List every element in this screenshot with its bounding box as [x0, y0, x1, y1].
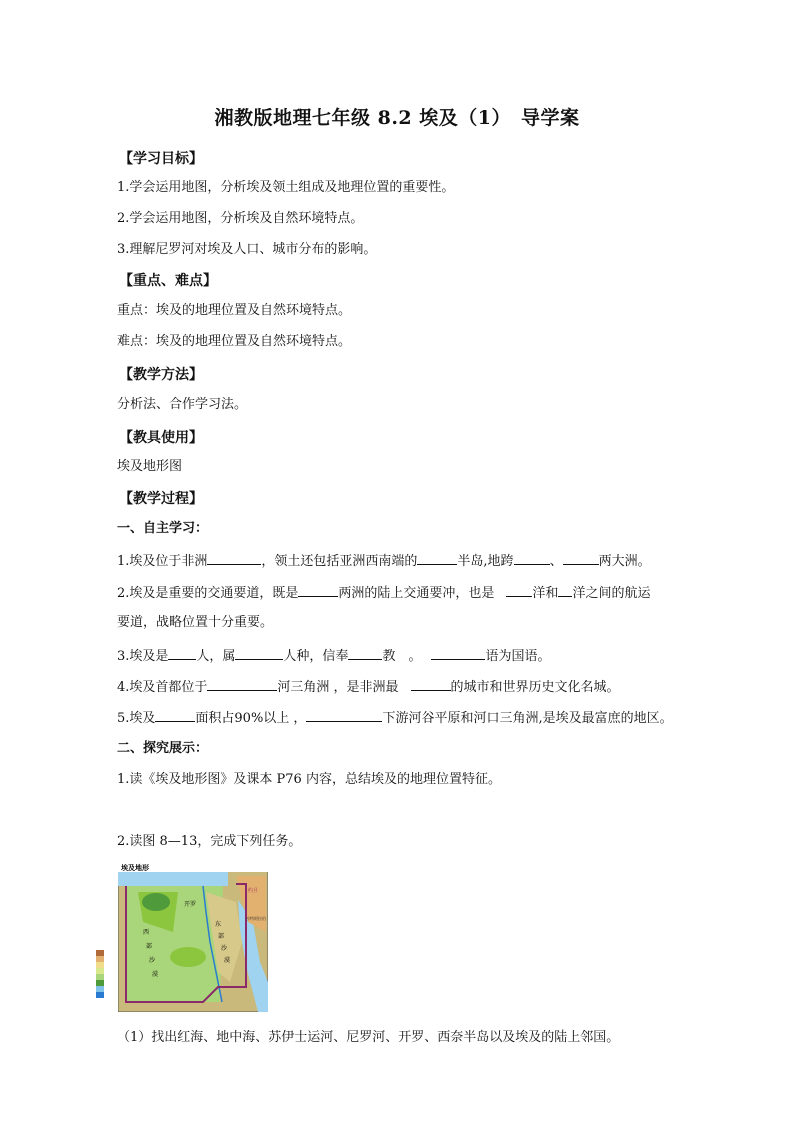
blank[interactable]: [417, 552, 457, 565]
section-method-heading: 【教学方法】: [119, 367, 203, 383]
map-elevation-legend: [88, 940, 116, 1002]
question-5: 5.埃及 面积占90%以上 ， 下游河谷平原和河口三角洲,是埃及最富庶的地区。: [117, 711, 673, 726]
section-key-heading: 【重点、难点】: [119, 273, 217, 289]
section-goals-heading: 【学习目标】: [119, 151, 203, 167]
map-label: 部: [218, 933, 225, 940]
goal-item: 1.学会运用地图，分析埃及领土组成及地理位置的重要性。: [117, 180, 455, 195]
blank[interactable]: [558, 584, 572, 597]
page-title: 湘教版地理七年级 8.2 埃及（1） 导学案: [214, 107, 580, 129]
key-point: 重点：埃及的地理位置及自然环境特点。: [117, 303, 352, 318]
blank[interactable]: [207, 552, 261, 565]
map-label: 沙: [221, 945, 228, 952]
goal-item: 3.理解尼罗河对埃及人口、城市分布的影响。: [117, 242, 377, 257]
egypt-terrain-map: [118, 862, 268, 1012]
part2-heading: 二、探究展示：: [117, 741, 209, 756]
section-tools-heading: 【教具使用】: [119, 430, 203, 446]
question-2: 2.埃及是重要的交通要道，既是 两洲的陆上交通要冲，也是 洋和 洋之间的航运: [117, 586, 651, 601]
goal-item: 2.学会运用地图，分析埃及自然环境特点。: [117, 211, 364, 226]
method-text: 分析法、合作学习法。: [117, 397, 248, 412]
difficulty-point: 难点：埃及的地理位置及自然环境特点。: [117, 334, 352, 349]
question-1: 1.埃及位于非洲 ，领土还包括亚洲西南端的 半岛,地跨 、 两大洲。: [117, 554, 651, 569]
map-label: 约旦: [248, 888, 259, 894]
blank[interactable]: [168, 647, 196, 660]
map-label: 西: [143, 929, 150, 936]
map-label: 沙特阿拉伯: [246, 916, 266, 921]
blank[interactable]: [298, 584, 338, 597]
map-title: 埃及地形: [121, 863, 149, 872]
map-label: 沙: [149, 957, 156, 964]
blank[interactable]: [348, 647, 382, 660]
map-label: 漠: [224, 957, 231, 964]
blank[interactable]: [411, 678, 451, 691]
blank[interactable]: [506, 584, 532, 597]
blank[interactable]: [235, 647, 283, 660]
map-label: 漠: [152, 971, 159, 978]
explore-2: 2.读图 8—13，完成下列任务。: [117, 834, 302, 849]
question-2-cont: 要道，战略位置十分重要。: [117, 615, 274, 630]
question-3: 3.埃及是 人，属 人种，信奉 教 。 语为国语。: [117, 649, 551, 664]
blank[interactable]: [207, 678, 277, 691]
explore-1: 1.读《埃及地形图》及课本 P76 内容，总结埃及的地理位置特征。: [117, 772, 501, 787]
map-label: 东: [215, 921, 222, 928]
blank[interactable]: [563, 552, 599, 565]
blank[interactable]: [306, 709, 382, 722]
question-4: 4.埃及首都位于 河三角洲 ，是非洲最 的城市和世界历史文化名城。: [117, 680, 620, 695]
blank[interactable]: [431, 647, 485, 660]
map-label-cairo: 开罗: [184, 901, 197, 908]
task-1: （1）找出红海、地中海、苏伊士运河、尼罗河、开罗、西奈半岛以及埃及的陆上邻国。: [117, 1030, 620, 1045]
part1-heading: 一、自主学习：: [117, 521, 209, 536]
blank[interactable]: [514, 552, 550, 565]
blank[interactable]: [155, 709, 195, 722]
tools-text: 埃及地形图: [117, 459, 183, 474]
map-label: 部: [146, 943, 153, 950]
section-process-heading: 【教学过程】: [119, 491, 203, 507]
